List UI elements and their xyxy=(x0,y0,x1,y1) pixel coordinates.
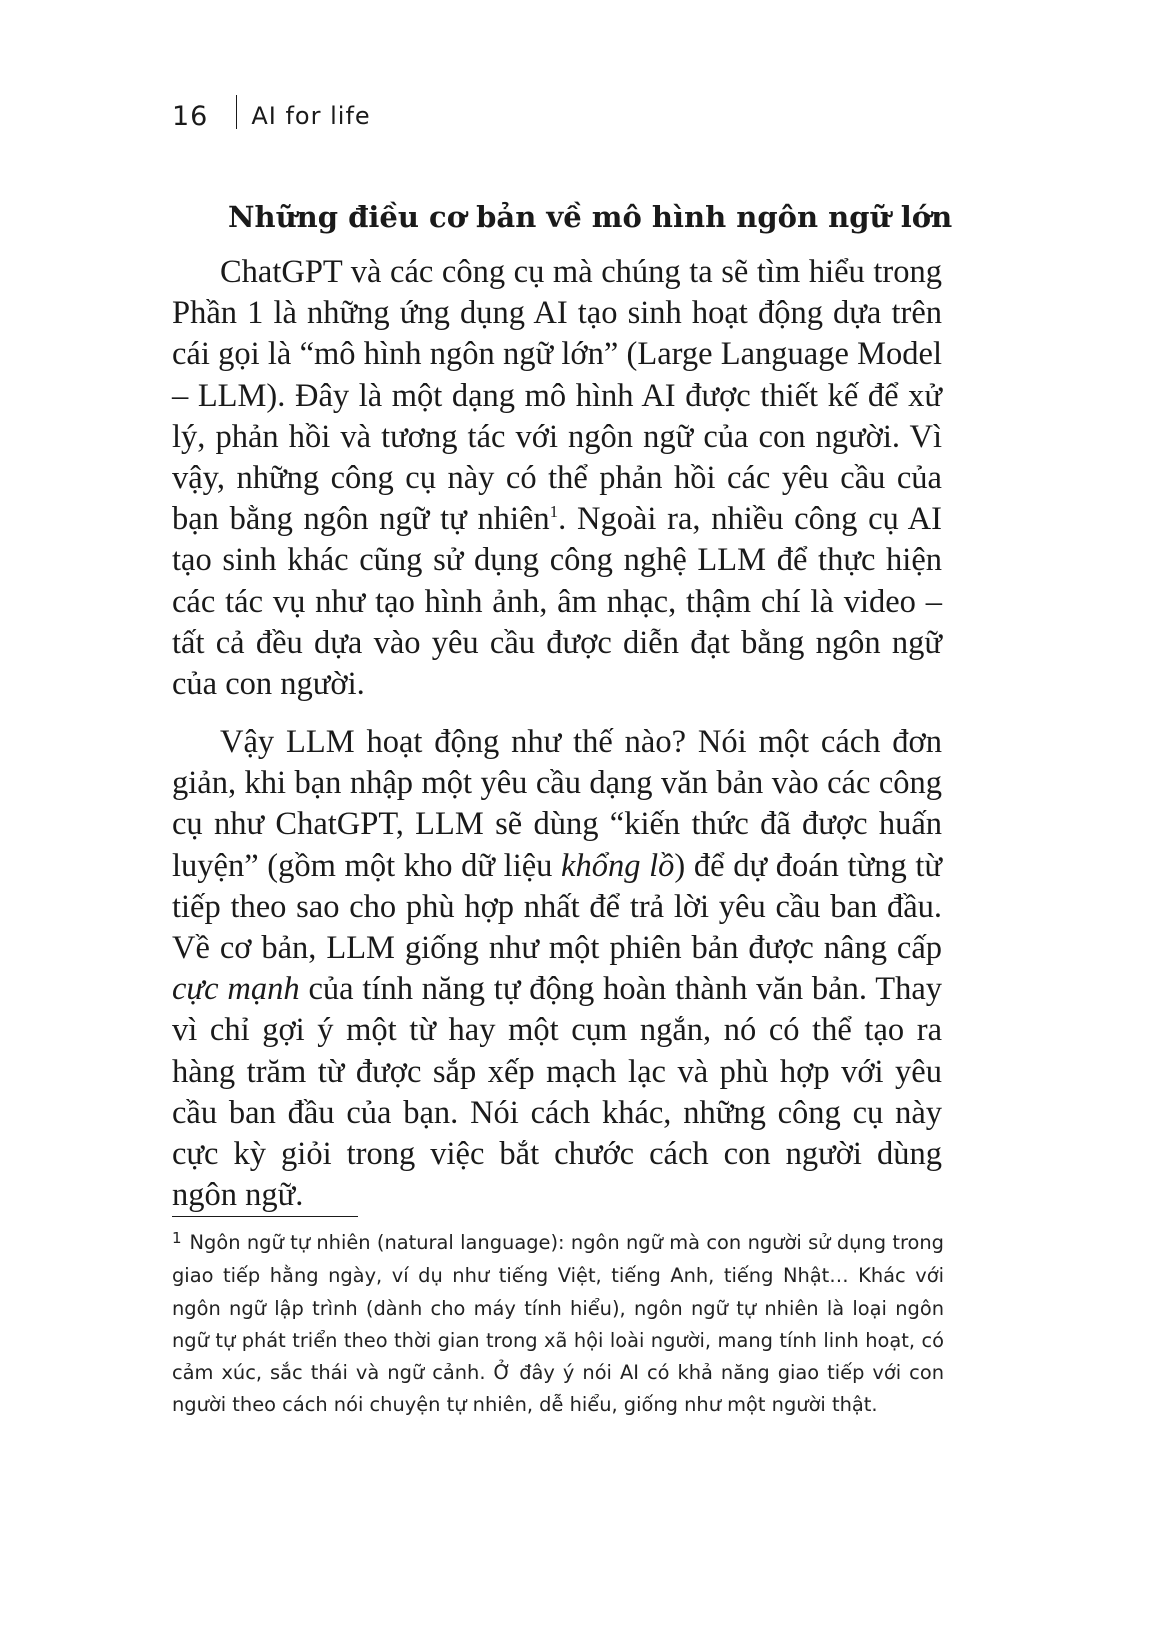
paragraph-text: ) để dự đoán từng từ tiếp theo sao cho phù hợp nhất để trả lời yêu cầu ban đầu. Về cơ bản, LLM giống như một phiên bản được nâng cấp xyxy=(172,847,942,967)
book-title: AI for life xyxy=(251,102,371,130)
section-title: Những điều cơ bản về mô hình ngôn ngữ lớn xyxy=(228,200,953,234)
emphasis-text: khổng lồ xyxy=(561,847,675,884)
body-paragraph-2 xyxy=(172,722,942,1216)
running-header xyxy=(172,96,371,136)
page-number: 16 xyxy=(172,100,209,132)
body-paragraph-1 xyxy=(172,252,942,705)
footnote-divider xyxy=(172,1216,358,1217)
paragraph-text: Vậy LLM hoạt động như thế nào? Nói một cách đơn giản, khi bạn nhập một yêu cầu dạng văn bản vào các công cụ như ChatGPT, LLM sẽ dùng “kiến thức đã được huấn luyện” (gồm một kho dữ liệu xyxy=(172,724,942,884)
footnote xyxy=(172,1227,944,1422)
paragraph-text: của tính năng tự động hoàn thành văn bản. Thay vì chỉ gợi ý một từ hay một cụm ngắn, nó có thể tạo ra hàng trăm từ được sắp xếp mạch lạc và phù hợp với yêu cầu ban đầu của bạn. Nói cách khác, những công cụ này cực kỳ giỏi trong việc bắt chước cách con người dùng ngôn ngữ. xyxy=(172,971,943,1214)
emphasis-text: cực mạnh xyxy=(172,971,300,1008)
footnote-reference: 1 xyxy=(549,502,559,522)
footnote-text: Ngôn ngữ tự nhiên (natural language): ngôn ngữ mà con người sử dụng trong giao tiếp hằng ngày, ví dụ như tiếng Việt, tiếng Anh, tiếng Nhật… Khác với ngôn ngữ lập trình (dành cho máy tính hiểu), ngôn ngữ tự nhiên là loại ngôn ngữ tự phát triển theo thời gian trong xã hội loài người, mang tính linh hoạt, có cảm xúc, sắc thái và ngữ cảnh. Ở đây ý nói AI có khả năng giao tiếp với con người theo cách nói chuyện tự nhiên, dễ hiểu, giống như một người thật. xyxy=(172,1231,944,1417)
paragraph-text: . Ngoài ra, nhiều công cụ AI tạo sinh khác cũng sử dụng công nghệ LLM để thực hiện các tác vụ như tạo hình ảnh, âm nhạc, thậm chí là video – tất cả đều dựa vào yêu cầu được diễn đạt bằng ngôn ngữ của con người. xyxy=(172,501,942,703)
header-divider xyxy=(236,95,237,129)
paragraph-text: ChatGPT và các công cụ mà chúng ta sẽ tìm hiểu trong Phần 1 là những ứng dụng AI tạo sinh hoạt động dựa trên cái gọi là “mô hình ngôn ngữ lớn” (Large Language Model – LLM). Đây là một dạng mô hình AI được thiết kế để xử lý, phản hồi và tương tác với ngôn ngữ của con người. Vì vậy, những công cụ này có thể phản hồi các yêu cầu của bạn bằng ngôn ngữ tự nhiên xyxy=(172,254,942,538)
footnote-marker: 1 xyxy=(172,1229,182,1247)
